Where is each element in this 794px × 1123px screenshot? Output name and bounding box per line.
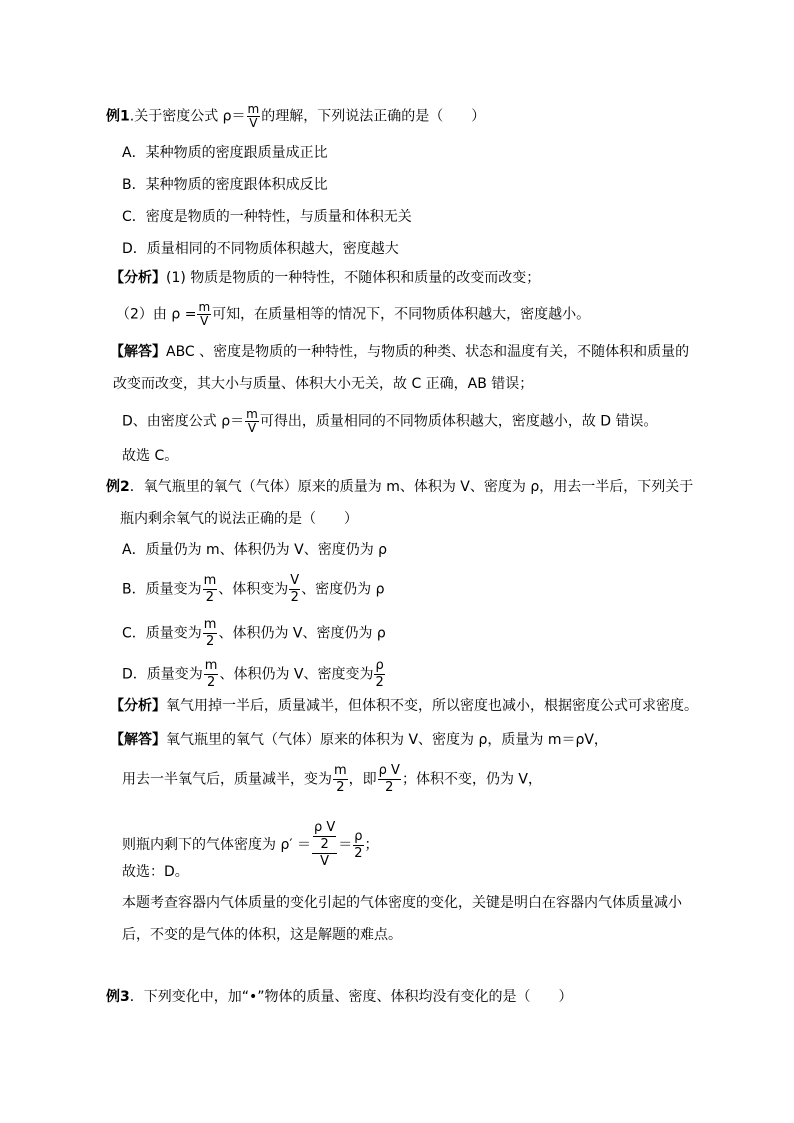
ex2-inner-fraction: $\frac{\text{ρ V}}{2}$	[313, 820, 336, 852]
ex1-question-pre: .关于密度公式 ρ＝	[129, 108, 246, 125]
ex2-optb-volume-fraction: $\frac{V}{2}$	[290, 573, 300, 605]
ex2-solution-line1: 【解答】氧气瓶里的氧气（气体）原来的体积为 V、密度为 ρ，质量为 m＝ρV，	[110, 732, 608, 748]
ex2-question-line2: 瓶内剩余氧气的说法正确的是（ ）	[120, 511, 358, 527]
ex1-option-a: A．某种物质的密度跟质量成正比	[122, 145, 328, 161]
ex2-option-b: B．质量变为 $\frac{m}{2}$ 、体积变为 $\frac{V}{2}$ 、密度仍为 ρ	[122, 573, 385, 605]
ex2-optc-mass-fraction: $\frac{m}{2}$	[203, 617, 217, 649]
ex2-solution-tag: 【解答】	[110, 732, 166, 748]
ex3-label: 例3	[106, 989, 130, 1005]
ex2-solution-line3: 则瓶内剩下的气体密度为 ρ′ ＝ $\frac{\frac{\text{ρ V}}{2}}{V}$ ＝ $\frac{\rho}{2}$ ；	[122, 820, 379, 869]
ex2-solution-mass-fraction: $\frac{m}{2}$	[334, 763, 347, 795]
ex2-analysis: 【分析】氧气用掉一半后，质量减半，但体积不变，所以密度也减小，根据密度公式可求密度。	[110, 698, 698, 714]
ex1-analysis-line2: （2）由 ρ = $\frac{m}{V}$ 可知，在质量相等的情况下，不同物质体积越大，密度越小。	[116, 300, 591, 328]
ex2-optd-density-fraction: $\frac{\rho}{2}$	[375, 658, 384, 690]
ex1-option-c: C．密度是物质的一种特性，与质量和体积无关	[122, 209, 412, 225]
ex1-solution-line1: 【解答】ABC 、密度是物质的一种特性，与物质的种类、状态和温度有关，不随体积和质量的	[110, 344, 690, 360]
ex1-solution-line3: D、由密度公式 ρ＝ $\frac{m}{V}$ 可得出，质量相同的不同物质体积越大，密度越小，故 D 错误。	[122, 407, 658, 435]
ex2-optd-mass-fraction: $\frac{m}{2}$	[204, 658, 218, 690]
ex1-label: 例1	[106, 108, 130, 125]
ex1-solution-tag: 【解答】	[110, 344, 166, 360]
ex2-comment-line2: 后，不变的是气体的体积，这是解题的难点。	[122, 927, 402, 943]
ex2-result-fraction: $\frac{\rho}{2}$	[354, 828, 363, 861]
ex1-analysis-line1: 【分析】(1) 物质是物质的一种特性，不随体积和质量的改变而改变；	[110, 270, 541, 286]
ex3-question: 例3．下列变化中，加“•”物体的质量、密度、体积均没有变化的是（ ）	[106, 989, 573, 1005]
ex2-solution-line2: 用去一半氧气后，质量减半，变为 $\frac{m}{2}$ ，即 $\frac{\text{ρ V}}{2}$ ；体积不变，仍为 V，	[122, 763, 542, 795]
ex2-option-d: D．质量变为 $\frac{m}{2}$ 、体积仍为 V、密度变为 $\frac{\rho}{2}$	[122, 658, 384, 690]
ex2-question-line1: 例2．氧气瓶里的氧气（气体）原来的质量为 m、体积为 V、密度为 ρ，用去一半后，下列关于	[106, 479, 694, 495]
ex2-solution-rhov-fraction: $\frac{\text{ρ V}}{2}$	[378, 763, 400, 795]
ex1-option-d: D．质量相同的不同物质体积越大，密度越大	[122, 241, 399, 257]
ex1-formula-fraction: $\frac{m}{V}$	[247, 102, 260, 130]
ex1-question	[106, 103, 485, 130]
ex1-solution-fraction: $\frac{m}{V}$	[246, 407, 258, 435]
ex2-analysis-tag: 【分析】	[110, 698, 166, 714]
ex2-label: 例2	[106, 479, 130, 495]
ex1-solution-line2: 改变而改变，其大小与质量、体积大小无关，故 C 正确，AB 错误；	[113, 376, 534, 392]
ex2-option-a: A．质量仍为 m、体积仍为 V、密度仍为 ρ	[122, 542, 388, 558]
ex2-comment-line1: 本题考查容器内气体质量的变化引起的气体密度的变化，关键是明白在容器内气体质量减小	[122, 895, 682, 911]
ex2-optb-mass-fraction: $\frac{m}{2}$	[203, 573, 217, 605]
ex2-option-c: C．质量变为 $\frac{m}{2}$ 、体积仍为 V、密度仍为 ρ	[122, 617, 386, 649]
ex2-choice: 故选：D。	[122, 864, 189, 880]
ex1-option-b: B．某种物质的密度跟体积成反比	[122, 177, 328, 193]
ex2-compound-fraction: $\frac{\frac{\text{ρ V}}{2}}{V}$	[313, 820, 336, 869]
ex1-question-post: 的理解，下列说法正确的是（ ）	[261, 108, 486, 125]
ex1-analysis-tag: 【分析】	[110, 270, 166, 286]
ex1-analysis-fraction: $\frac{m}{V}$	[198, 300, 211, 328]
ex1-choice: 故选 C。	[122, 448, 179, 464]
